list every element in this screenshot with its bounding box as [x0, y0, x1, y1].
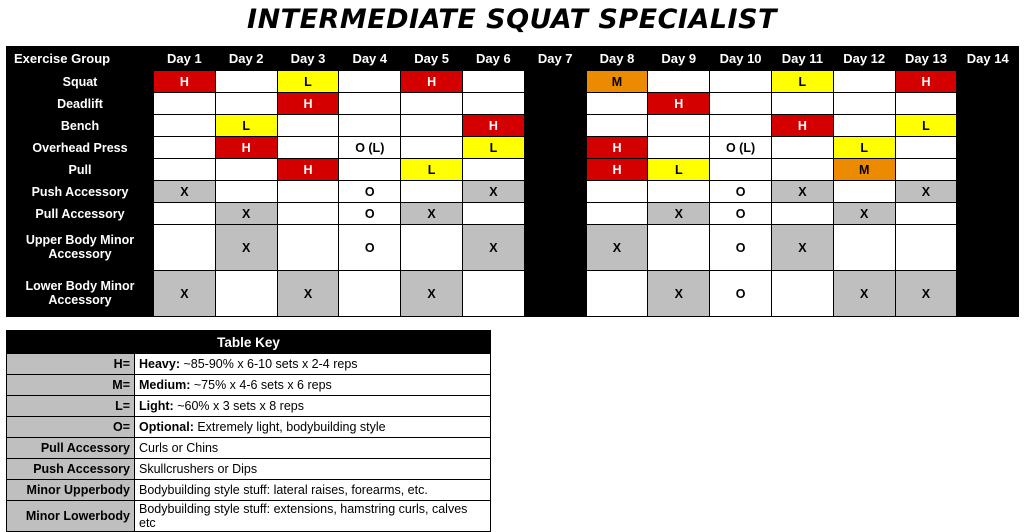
schedule-cell: H: [586, 159, 648, 181]
schedule-cell: [771, 137, 833, 159]
rest-day-cell: [957, 203, 1019, 225]
schedule-cell: L: [833, 137, 895, 159]
schedule-cell: [833, 71, 895, 93]
schedule-cell: X: [215, 203, 277, 225]
column-header-day-6: Day 6: [462, 47, 524, 71]
schedule-cell: [339, 159, 401, 181]
rest-day-cell: [957, 71, 1019, 93]
table-row: [7, 93, 1019, 115]
key-definition: [135, 354, 491, 375]
row-label-deadlift: Deadlift: [7, 93, 154, 115]
schedule-cell: [648, 181, 710, 203]
schedule-cell: [710, 93, 772, 115]
schedule-cell: [154, 203, 216, 225]
schedule-cell: L: [895, 115, 957, 137]
rest-day-cell: [524, 137, 586, 159]
table-row: [7, 271, 1019, 317]
rest-day-cell: [957, 181, 1019, 203]
row-label-pull: Pull: [7, 159, 154, 181]
row-label-push-accessory: Push Accessory: [7, 181, 154, 203]
table-key: [6, 330, 491, 532]
rest-day-cell: [957, 115, 1019, 137]
schedule-cell: [154, 225, 216, 271]
column-header-day-11: Day 11: [771, 47, 833, 71]
schedule-cell: [215, 181, 277, 203]
schedule-cell: O: [339, 225, 401, 271]
schedule-cell: X: [154, 271, 216, 317]
table-key-row: [7, 375, 491, 396]
key-definition: [135, 375, 491, 396]
rest-day-cell: [957, 271, 1019, 317]
schedule-cell: [339, 271, 401, 317]
schedule-cell: H: [215, 137, 277, 159]
column-header-day-8: Day 8: [586, 47, 648, 71]
column-header-day-7: Day 7: [524, 47, 586, 71]
table-key-header-row: [7, 331, 491, 354]
schedule-cell: L: [462, 137, 524, 159]
schedule-cell: [215, 159, 277, 181]
schedule-cell: [710, 71, 772, 93]
schedule-cell: [462, 93, 524, 115]
schedule-cell: L: [771, 71, 833, 93]
schedule-cell: [586, 271, 648, 317]
schedule-cell: X: [462, 225, 524, 271]
column-header-day-1: Day 1: [154, 47, 216, 71]
key-definition-term: Medium:: [139, 378, 191, 392]
schedule-cell: X: [401, 271, 463, 317]
schedule-cell: X: [771, 181, 833, 203]
key-definition: Curls or Chins: [135, 438, 491, 459]
program-table-container: [6, 46, 1018, 317]
row-label-overhead-press: Overhead Press: [7, 137, 154, 159]
schedule-cell: [648, 137, 710, 159]
schedule-cell: H: [401, 71, 463, 93]
schedule-cell: [771, 203, 833, 225]
rest-day-cell: [524, 115, 586, 137]
schedule-cell: [462, 71, 524, 93]
key-term: Minor Upperbody: [7, 480, 135, 501]
schedule-cell: O: [339, 203, 401, 225]
rest-day-cell: [524, 271, 586, 317]
schedule-cell: [710, 115, 772, 137]
key-definition-text: ~75% x 4-6 sets x 6 reps: [190, 378, 332, 392]
column-header-day-3: Day 3: [277, 47, 339, 71]
rest-day-cell: [957, 137, 1019, 159]
key-definition-term: Optional:: [139, 420, 194, 434]
table-row: [7, 181, 1019, 203]
schedule-cell: X: [277, 271, 339, 317]
key-definition-text: Extremely light, bodybuilding style: [193, 420, 386, 434]
rest-day-cell: [524, 159, 586, 181]
schedule-cell: [771, 159, 833, 181]
key-definition: [135, 417, 491, 438]
schedule-cell: H: [771, 115, 833, 137]
schedule-cell: X: [895, 271, 957, 317]
schedule-cell: O: [710, 271, 772, 317]
schedule-cell: H: [462, 115, 524, 137]
key-term: Minor Lowerbody: [7, 501, 135, 532]
key-term: L=: [7, 396, 135, 417]
schedule-cell: [586, 181, 648, 203]
table-key-row: [7, 501, 491, 532]
schedule-cell: [895, 203, 957, 225]
table-key-row: [7, 417, 491, 438]
schedule-cell: O: [710, 225, 772, 271]
schedule-cell: [277, 137, 339, 159]
row-label-squat: Squat: [7, 71, 154, 93]
schedule-cell: [462, 159, 524, 181]
schedule-cell: X: [462, 181, 524, 203]
rest-day-cell: [957, 225, 1019, 271]
schedule-cell: [154, 137, 216, 159]
schedule-cell: [277, 181, 339, 203]
schedule-cell: [462, 271, 524, 317]
schedule-cell: L: [277, 71, 339, 93]
schedule-cell: [401, 225, 463, 271]
table-header-row: [7, 47, 1019, 71]
schedule-cell: [215, 71, 277, 93]
rest-day-cell: [957, 159, 1019, 181]
schedule-cell: X: [648, 203, 710, 225]
column-header-exercise-group: Exercise Group: [7, 47, 154, 71]
rest-day-cell: [957, 93, 1019, 115]
schedule-cell: [215, 271, 277, 317]
rest-day-cell: [524, 71, 586, 93]
key-definition: Skullcrushers or Dips: [135, 459, 491, 480]
table-key-row: [7, 354, 491, 375]
column-header-day-2: Day 2: [215, 47, 277, 71]
key-term: Push Accessory: [7, 459, 135, 480]
rest-day-cell: [524, 93, 586, 115]
schedule-cell: O: [339, 181, 401, 203]
table-key-container: [6, 330, 490, 532]
schedule-cell: [462, 203, 524, 225]
schedule-cell: [586, 203, 648, 225]
schedule-cell: H: [277, 159, 339, 181]
rest-day-cell: [524, 203, 586, 225]
schedule-cell: [895, 137, 957, 159]
schedule-cell: [339, 93, 401, 115]
schedule-cell: [339, 71, 401, 93]
key-definition-text: ~85-90% x 6-10 sets x 2-4 reps: [180, 357, 358, 371]
key-definition: [135, 396, 491, 417]
schedule-cell: [339, 115, 401, 137]
key-definition-term: Light:: [139, 399, 174, 413]
schedule-cell: [154, 93, 216, 115]
schedule-cell: [710, 159, 772, 181]
schedule-cell: [401, 115, 463, 137]
schedule-cell: X: [215, 225, 277, 271]
key-term: H=: [7, 354, 135, 375]
schedule-cell: [277, 115, 339, 137]
table-key-row: [7, 396, 491, 417]
schedule-cell: [401, 137, 463, 159]
schedule-cell: L: [401, 159, 463, 181]
column-header-day-13: Day 13: [895, 47, 957, 71]
key-definition: Bodybuilding style stuff: lateral raises, forearms, etc.: [135, 480, 491, 501]
key-term: M=: [7, 375, 135, 396]
row-label-upper-body-minor-accessory: Upper Body Minor Accessory: [7, 225, 154, 271]
schedule-cell: [771, 93, 833, 115]
schedule-cell: H: [586, 137, 648, 159]
schedule-cell: H: [895, 71, 957, 93]
schedule-cell: O: [710, 203, 772, 225]
schedule-cell: [154, 159, 216, 181]
column-header-day-14: Day 14: [957, 47, 1019, 71]
schedule-cell: H: [277, 93, 339, 115]
schedule-cell: [648, 71, 710, 93]
schedule-cell: X: [648, 271, 710, 317]
schedule-cell: X: [401, 203, 463, 225]
schedule-cell: [833, 181, 895, 203]
schedule-cell: [833, 93, 895, 115]
schedule-cell: [586, 115, 648, 137]
schedule-cell: X: [833, 203, 895, 225]
schedule-cell: [154, 115, 216, 137]
schedule-cell: H: [154, 71, 216, 93]
schedule-cell: O (L): [710, 137, 772, 159]
schedule-cell: [401, 181, 463, 203]
schedule-cell: [401, 93, 463, 115]
table-key-row: [7, 459, 491, 480]
schedule-cell: M: [833, 159, 895, 181]
table-key-title: Table Key: [7, 331, 491, 354]
key-definition-text: ~60% x 3 sets x 8 reps: [173, 399, 304, 413]
program-table: [6, 46, 1019, 317]
table-row: [7, 159, 1019, 181]
table-row: [7, 115, 1019, 137]
rest-day-cell: [524, 181, 586, 203]
table-row: [7, 203, 1019, 225]
schedule-cell: L: [215, 115, 277, 137]
column-header-day-4: Day 4: [339, 47, 401, 71]
key-term: Pull Accessory: [7, 438, 135, 459]
table-row: [7, 71, 1019, 93]
column-header-day-12: Day 12: [833, 47, 895, 71]
key-definition: Bodybuilding style stuff: extensions, hamstring curls, calves etc: [135, 501, 491, 532]
schedule-cell: O: [710, 181, 772, 203]
schedule-cell: [771, 271, 833, 317]
column-header-day-10: Day 10: [710, 47, 772, 71]
schedule-cell: [648, 225, 710, 271]
row-label-pull-accessory: Pull Accessory: [7, 203, 154, 225]
schedule-cell: [895, 93, 957, 115]
schedule-cell: M: [586, 71, 648, 93]
schedule-cell: [648, 115, 710, 137]
rest-day-cell: [524, 225, 586, 271]
row-label-bench: Bench: [7, 115, 154, 137]
schedule-cell: [277, 225, 339, 271]
schedule-cell: [833, 115, 895, 137]
schedule-cell: L: [648, 159, 710, 181]
schedule-cell: [215, 93, 277, 115]
schedule-cell: [895, 225, 957, 271]
page-title: INTERMEDIATE SQUAT SPECIALIST: [247, 4, 777, 35]
schedule-cell: [277, 203, 339, 225]
schedule-cell: X: [895, 181, 957, 203]
schedule-cell: X: [833, 271, 895, 317]
table-row: [7, 225, 1019, 271]
key-definition-term: Heavy:: [139, 357, 180, 371]
table-key-row: [7, 480, 491, 501]
table-key-row: [7, 438, 491, 459]
schedule-cell: X: [154, 181, 216, 203]
key-term: O=: [7, 417, 135, 438]
row-label-lower-body-minor-accessory: Lower Body Minor Accessory: [7, 271, 154, 317]
schedule-cell: [833, 225, 895, 271]
column-header-day-5: Day 5: [401, 47, 463, 71]
schedule-cell: [586, 93, 648, 115]
schedule-cell: X: [771, 225, 833, 271]
table-row: [7, 137, 1019, 159]
column-header-day-9: Day 9: [648, 47, 710, 71]
schedule-cell: O (L): [339, 137, 401, 159]
schedule-cell: H: [648, 93, 710, 115]
schedule-cell: [895, 159, 957, 181]
schedule-cell: X: [586, 225, 648, 271]
